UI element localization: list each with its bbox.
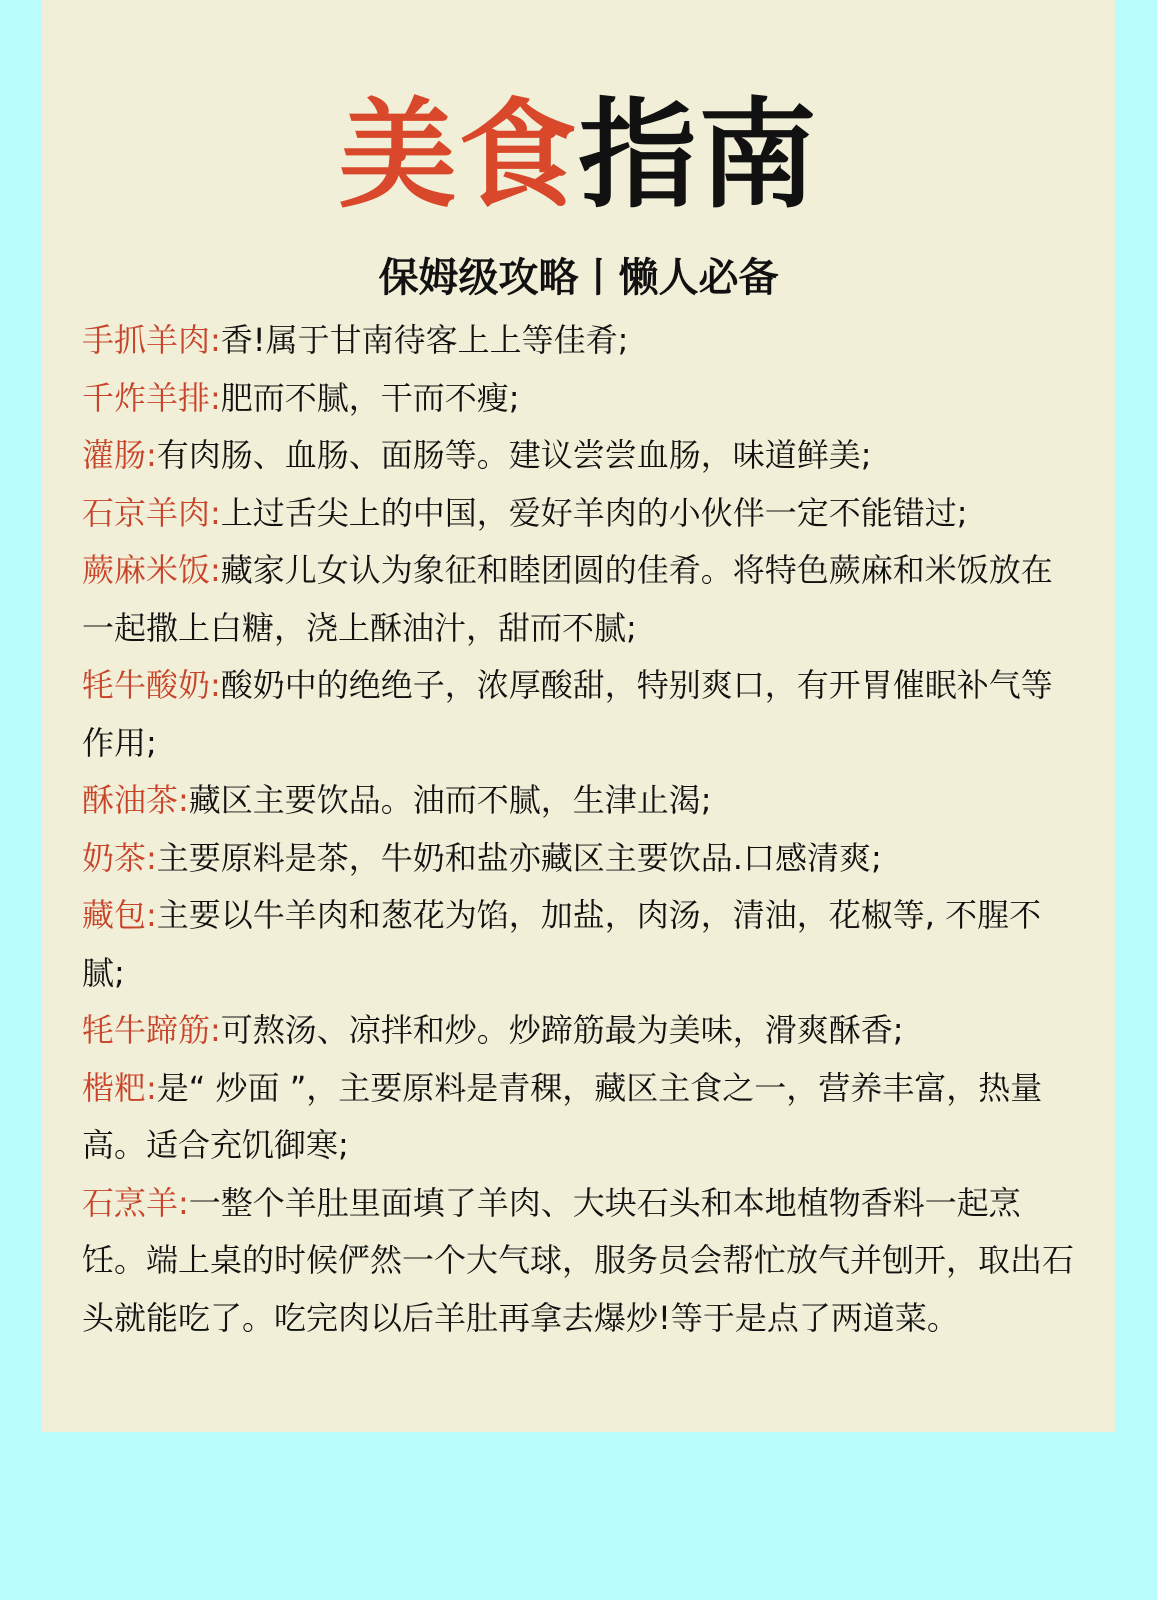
title-black-part: 指南 — [578, 86, 819, 224]
food-entry — [82, 485, 1082, 543]
food-name: 酥油茶: — [82, 781, 189, 819]
food-description: 藏家儿女认为象征和睦团圆的佳肴。将特色蕨麻和米饭放在一起撒上白糖，浇上酥油汁，甜而不腻; — [82, 551, 1053, 647]
food-description: 有肉肠、血肠、面肠等。建议尝尝血肠，味道鲜美; — [156, 436, 872, 474]
food-entry — [82, 772, 1082, 830]
food-name: 石京羊肉: — [82, 493, 221, 532]
food-name: 千炸羊排: — [82, 378, 221, 417]
food-name: 楷粑: — [82, 1068, 157, 1107]
food-entry — [82, 312, 1082, 370]
food-description: 主要以牛羊肉和葱花为馅，加盐，肉汤，清油，花椒等, 不腥不腻; — [82, 896, 1042, 992]
page-subtitle: 保姆级攻略丨懒人必备 — [378, 255, 779, 301]
food-description: 酸奶中的绝绝子，浓厚酸甜，特别爽口，有开胃催眠补气等作用; — [82, 666, 1053, 762]
food-name: 藏包: — [82, 896, 157, 934]
food-entry — [82, 1060, 1082, 1175]
food-entry — [82, 370, 1082, 428]
food-name: 牦牛酸奶: — [82, 666, 221, 704]
food-description: 一整个羊肚里面填了羊肉、大块石头和本地植物香料一起烹饪。端上桌的时候俨然一个大气球，服务员会帮忙放气并刨开，取出石头就能吃了。吃完肉以后羊肚再拿去爆炒!等于是点了两道菜。 — [82, 1183, 1075, 1337]
food-description: 香!属于甘南待客上上等佳肴; — [220, 321, 629, 359]
page-title — [42, 85, 1115, 225]
food-name: 牦牛蹄筋: — [82, 1011, 221, 1049]
food-description: 藏区主要饮品。油而不腻，生津止渴; — [188, 781, 712, 819]
food-name: 灌肠: — [82, 436, 157, 474]
food-name: 石烹羊: — [82, 1183, 189, 1222]
food-entry — [82, 887, 1082, 1002]
food-entry — [82, 1002, 1082, 1060]
food-name: 奶茶: — [82, 838, 157, 877]
food-entry — [82, 1175, 1082, 1348]
food-entry — [82, 657, 1082, 772]
guide-card — [42, 0, 1115, 1432]
food-entry — [82, 427, 1082, 485]
food-description: 可熬汤、凉拌和炒。炒蹄筋最为美味，滑爽酥香; — [220, 1011, 904, 1049]
food-description: 主要原料是茶，牛奶和盐亦藏区主要饮品.口感清爽; — [156, 838, 882, 877]
food-list — [82, 312, 1082, 1347]
food-description: 肥而不腻，干而不瘦; — [220, 378, 520, 417]
food-description: 上过舌尖上的中国，爱好羊肉的小伙伴一定不能错过; — [220, 493, 968, 532]
food-name: 蕨麻米饭: — [82, 551, 221, 589]
food-entry — [82, 542, 1082, 657]
title-red-part: 美食 — [338, 86, 579, 224]
food-name: 手抓羊肉: — [82, 321, 221, 359]
food-entry — [82, 830, 1082, 888]
food-description: 是“ 炒面 ”，主要原料是青稞，藏区主食之一，营养丰富，热量高。适合充饥御寒; — [82, 1068, 1043, 1164]
